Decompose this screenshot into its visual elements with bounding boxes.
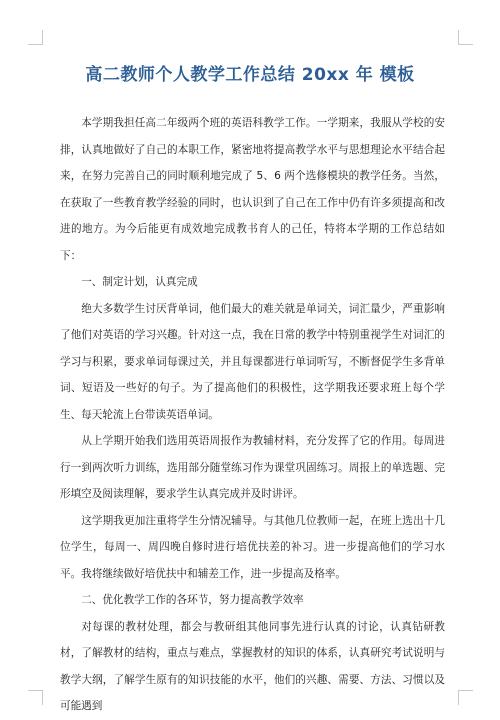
section-heading-1: 一、制定计划，认真完成 — [81, 276, 198, 288]
paragraph-vocabulary: 绝大多数学生讨厌背单词，他们最大的难关就是单词关，词汇量少，严重影响了他们对英语的学习兴趣。针对这一点，我在日常的教学中特别重视学生对词汇的学习与积累，要求单词每课过关，并且每课都进行单词听写，不断督促学生多背单词、短语及一些好的句子。为了提高他们的积极性，这学期我还要求班上每个学生、每天轮流上台带读英语单词。 — [60, 302, 445, 421]
paragraph-weekly-paper: 从上学期开始我们选用英语周报作为教辅材料，充分发挥了它的作用。每周进行一到两次听力训练，选用部分随堂练习作为课堂巩固练习。周报上的单选题、完形填空及阅读理解，要求学生认真完成并及时讲评。 — [60, 435, 445, 500]
paragraph-intro: 本学期我担任高二年级两个班的英语科教学工作。一学期来，我服从学校的安排，认真地做好了自己的本职工作，紧密地将提高教学水平与思想理论水平结合起来，在努力完善自己的同时顺利地完成了 5、6 两个选修模块的教学任务。当然，在获取了一些教育教学经验的同时，也认识到了自己在工作中仍有许多须提高和改进的地方。为今后能更有成效地完成教书育人的己任，特将本学期的工作总结如下： — [60, 117, 445, 262]
paragraph-tutoring: 这学期我更加注重将学生分情况辅导。与其他几位教师一起，在班上选出十几位学生，每周一、周四晚自修时进行培优扶差的补习。进一步提高他们的学习水平。我将继续做好培优扶中和辅差工作，进一步提高及格率。 — [60, 514, 445, 580]
document-title: 高二教师个人教学工作总结 20xx 年 模板 — [85, 65, 415, 85]
crop-mark-bottom-right — [458, 690, 473, 705]
section-heading-2: 二、优化教学工作的各环节，努力提高教学效率 — [81, 594, 304, 606]
paragraph-lesson-prep: 对每课的教材处理，都会与教研组其他同事先进行认真的讨论，认真钻研教材，了解教材的结构，重点与难点，掌握教材的知识的体系，认真研究考试说明与教学大纲，了解学生原有的知识技能的水平，他们的兴趣、需要、方法、习惯以及可能遇到 — [60, 620, 445, 712]
crop-mark-top-left — [28, 30, 43, 45]
crop-mark-bottom-left — [28, 690, 43, 705]
document-body — [60, 110, 445, 720]
crop-mark-top-right — [458, 30, 473, 45]
